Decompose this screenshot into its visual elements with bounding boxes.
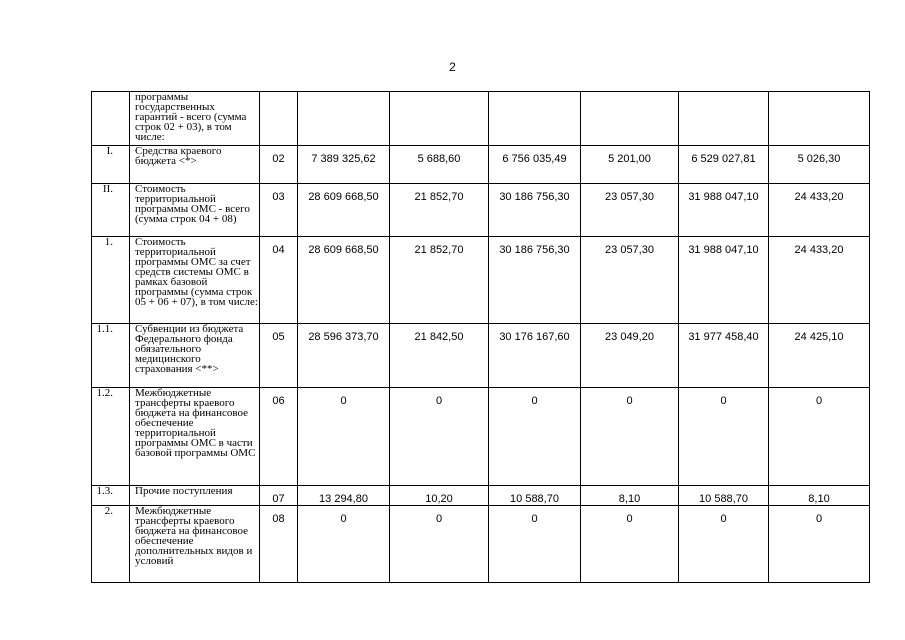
value-cell: 0	[769, 388, 870, 486]
value-cell: 0	[489, 388, 581, 486]
value-cell	[390, 92, 489, 146]
budget-table	[91, 91, 870, 583]
value-cell: 5 688,60	[390, 146, 489, 184]
value-cell: 5 201,00	[581, 146, 679, 184]
value-cell: 0	[679, 506, 769, 583]
row-number-cell: II.	[92, 184, 130, 237]
value-cell: 10 588,70	[489, 486, 581, 506]
row-code-cell	[260, 92, 298, 146]
value-cell: 10 588,70	[679, 486, 769, 506]
value-cell: 30 186 756,30	[489, 184, 581, 237]
value-cell: 24 425,10	[769, 324, 870, 388]
value-cell: 8,10	[581, 486, 679, 506]
value-cell: 0	[679, 388, 769, 486]
row-name-cell: программы государственных гарантий - всего (сумма строк 02 + 03), в том числе:	[130, 92, 260, 146]
table-row	[92, 506, 870, 583]
value-cell: 21 852,70	[390, 184, 489, 237]
value-cell: 24 433,20	[769, 237, 870, 324]
value-cell: 0	[390, 506, 489, 583]
table-row	[92, 184, 870, 237]
table-row	[92, 237, 870, 324]
row-number-cell: 1.3.	[92, 486, 130, 506]
value-cell	[298, 92, 390, 146]
table-row	[92, 92, 870, 146]
row-number-cell: 2.	[92, 506, 130, 583]
value-cell	[489, 92, 581, 146]
value-cell: 13 294,80	[298, 486, 390, 506]
row-name-cell: Средства краевого бюджета <*>	[130, 146, 260, 184]
value-cell: 31 988 047,10	[679, 184, 769, 237]
row-number-cell	[92, 92, 130, 146]
value-cell: 30 176 167,60	[489, 324, 581, 388]
row-name-cell: Межбюджетные трансферты краевого бюджета на финансовое обеспечение дополнительных видов и условий	[130, 506, 260, 583]
value-cell: 28 609 668,50	[298, 184, 390, 237]
row-number-cell: 1.2.	[92, 388, 130, 486]
value-cell	[581, 92, 679, 146]
table-row	[92, 388, 870, 486]
value-cell: 23 057,30	[581, 184, 679, 237]
row-name-cell: Стоимость территориальной программы ОМС за счет средств системы ОМС в рамках базовой программы (сумма строк 05 + 06 + 07), в том числе:	[130, 237, 260, 324]
row-number-cell: 1.1.	[92, 324, 130, 388]
row-name-cell: Прочие поступления	[130, 486, 260, 506]
row-code-cell: 04	[260, 237, 298, 324]
value-cell: 0	[581, 506, 679, 583]
value-cell: 0	[298, 506, 390, 583]
table-row	[92, 486, 870, 506]
row-code-cell: 07	[260, 486, 298, 506]
row-code-cell: 06	[260, 388, 298, 486]
value-cell: 24 433,20	[769, 184, 870, 237]
page-number: 2	[449, 60, 456, 74]
value-cell: 0	[390, 388, 489, 486]
value-cell: 6 529 027,81	[679, 146, 769, 184]
value-cell: 8,10	[769, 486, 870, 506]
value-cell: 23 057,30	[581, 237, 679, 324]
value-cell: 0	[298, 388, 390, 486]
value-cell: 30 186 756,30	[489, 237, 581, 324]
table-row	[92, 324, 870, 388]
row-name-cell: Стоимость территориальной программы ОМС - всего (сумма строк 04 + 08)	[130, 184, 260, 237]
value-cell: 21 852,70	[390, 237, 489, 324]
table-row	[92, 146, 870, 184]
value-cell	[679, 92, 769, 146]
value-cell: 31 988 047,10	[679, 237, 769, 324]
value-cell: 0	[581, 388, 679, 486]
row-code-cell: 03	[260, 184, 298, 237]
row-name-cell: Субвенции из бюджета Федерального фонда обязательного медицинского страхования <**>	[130, 324, 260, 388]
row-code-cell: 05	[260, 324, 298, 388]
value-cell: 10,20	[390, 486, 489, 506]
value-cell: 6 756 035,49	[489, 146, 581, 184]
value-cell	[769, 92, 870, 146]
value-cell: 5 026,30	[769, 146, 870, 184]
value-cell: 7 389 325,62	[298, 146, 390, 184]
row-number-cell: 1.	[92, 237, 130, 324]
value-cell: 0	[769, 506, 870, 583]
row-code-cell: 02	[260, 146, 298, 184]
value-cell: 21 842,50	[390, 324, 489, 388]
value-cell: 0	[489, 506, 581, 583]
value-cell: 28 596 373,70	[298, 324, 390, 388]
row-code-cell: 08	[260, 506, 298, 583]
value-cell: 31 977 458,40	[679, 324, 769, 388]
value-cell: 23 049,20	[581, 324, 679, 388]
value-cell: 28 609 668,50	[298, 237, 390, 324]
row-name-cell: Межбюджетные трансферты краевого бюджета на финансовое обеспечение территориальной программы ОМС в части базовой программы ОМС	[130, 388, 260, 486]
row-number-cell: I.	[92, 146, 130, 184]
